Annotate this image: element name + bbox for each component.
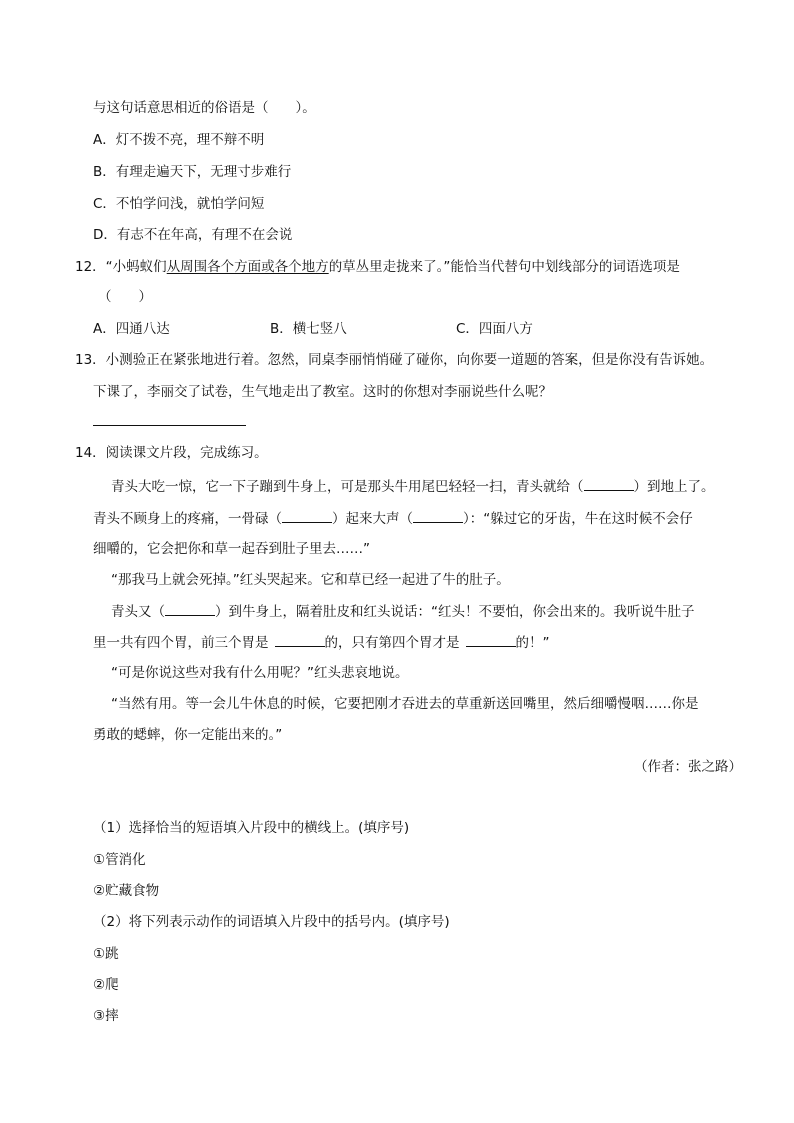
q14-title: 14．阅读课文片段，完成练习。 [75,445,268,461]
q14-sub-1: （1）选择恰当的短语填入片段中的横线上。(填序号) [93,820,410,836]
q14-blank-2[interactable] [282,508,332,523]
q11-option-b: B．有理走遍天下，无理寸步难行 [93,164,292,180]
q14-sub-2-item-2: ②爬 [93,977,119,993]
q11-stem: 与这句话意思相近的俗语是（ ）。 [93,100,316,116]
q14-underline-1[interactable] [275,632,325,647]
q12-tail: 的草丛里走拢来了。”能恰当代替句中划线部分的词语选项是 [328,259,680,275]
q14-sub-1-item-2: ②贮藏食物 [93,883,160,899]
q13-line-2: 下课了，李丽交了试卷，生气地走出了教室。这时的你想对李丽说些什么呢？ [93,384,552,400]
q14-paragraph-2: “那我马上就会死掉。”红头哭起来。它和草已经一起进了牛的肚子。 [111,572,510,588]
q12-option-b: B．横七竖八 [270,321,347,337]
q14-sub-2-item-3: ③摔 [93,1008,119,1024]
q11-option-a: A．灯不拨不亮，理不辩不明 [93,132,265,148]
q14-blank-4[interactable] [165,601,215,616]
q12-stem [75,257,680,277]
q12-option-a: A．四通八达 [93,321,170,337]
q14-paragraph-1-line-1: 青头大吃一惊，它一下子蹦到牛身上，可是那头牛用尾巴轻轻一扫，青头就给（ ）到地上了。 [111,476,715,497]
q14-sub-2: （2）将下列表示动作的词语填入片段中的括号内。(填序号) [93,914,450,930]
q14-sub-1-item-1: ①管消化 [93,852,146,868]
q14-sub-2-item-1: ①跳 [93,946,119,962]
q14-paragraph-5-line-2: 勇敢的蟋蟀，你一定能出来的。” [93,727,283,743]
q14-paragraph-1-line-2: 青头不顾身上的疼痛，一骨碌（ ）起来大声（ ）：“躲过它的牙齿，牛在这时候不会仔 [93,508,693,529]
q14-blank-3[interactable] [413,508,463,523]
q12-lead: 12．“小蚂蚁们 [75,259,167,275]
q11-option-c: C．不怕学问浅，就怕学问短 [93,196,265,212]
q13-answer-line[interactable] [93,425,246,426]
q14-paragraph-1-line-3: 细嚼的，它会把你和草一起吞到肚子里去……” [93,541,370,557]
q14-author: （作者：张之路） [634,759,742,775]
q12-option-c: C．四面八方 [456,321,533,337]
q14-underline-2[interactable] [466,632,516,647]
q13-line-1: 13．小测验正在紧张地进行着。忽然，同桌李丽悄悄碰了碰你，向你要一道题的答案，但是你没有告诉她。 [75,352,714,368]
q11-option-d: D．有志不在年高，有理不在会说 [93,227,293,243]
q12-underlined-phrase: 从周围各个方面或各个地方 [166,259,329,275]
q14-paragraph-3-line-1: 青头又（ ）到牛身上，隔着肚皮和红头说话：“红头！不要怕，你会出来的。我听说牛肚子 [111,601,695,622]
q14-blank-1[interactable] [584,476,634,491]
q14-paragraph-5-line-1: “当然有用。等一会儿牛休息的时候，它要把刚才吞进去的草重新送回嘴里，然后细嚼慢咽……你是 [111,696,699,712]
q14-paragraph-4: “可是你说这些对我有什么用呢？”红头悲哀地说。 [111,665,409,681]
q12-answer-paren: （ ） [98,289,152,305]
q14-paragraph-3-line-2: 里一共有四个胃，前三个胃是 的，只有第四个胃才是 的！” [93,632,550,653]
